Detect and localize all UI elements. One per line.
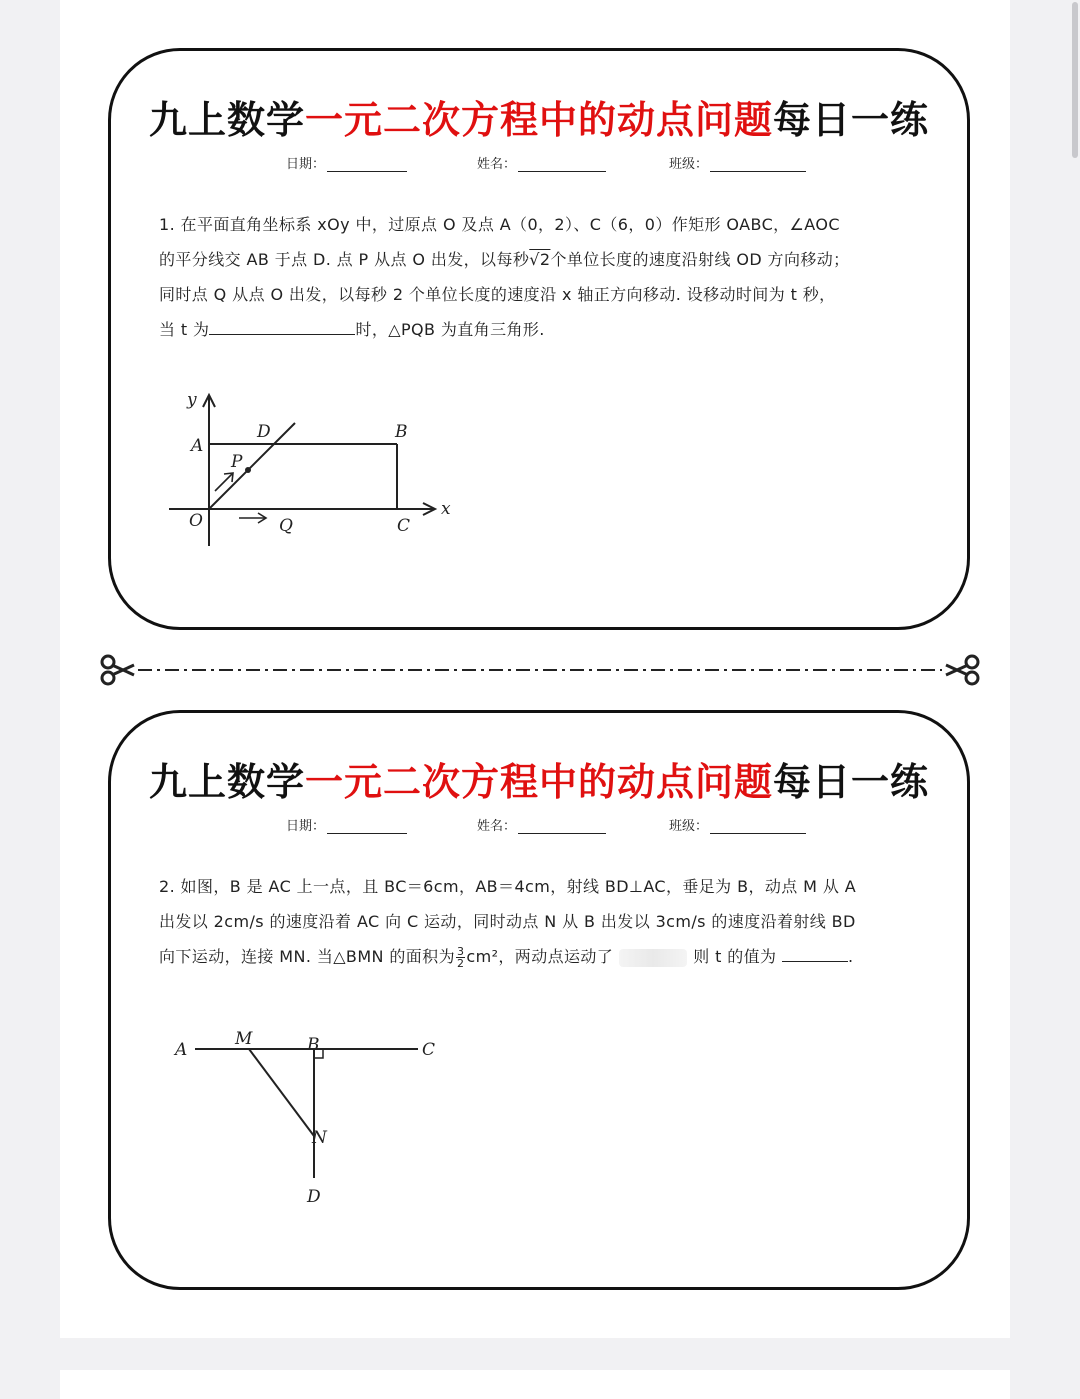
title-suffix: 每日一练 bbox=[773, 97, 930, 142]
label-b: B bbox=[307, 1035, 320, 1055]
q1-line-1: 1. 在平面直角坐标系 xOy 中，过原点 O 及点 A（0，2）、C（6，0）作矩形 OABC，∠AOC bbox=[159, 215, 840, 234]
area-unit: cm² bbox=[466, 947, 499, 966]
title-highlight: 一元二次方程中的动点问题 bbox=[304, 97, 773, 142]
label-o: O bbox=[189, 511, 203, 531]
q2-line-3-end: . bbox=[847, 947, 854, 966]
ray-od bbox=[209, 423, 295, 509]
label-c: C bbox=[422, 1040, 436, 1060]
answer-blank-1 bbox=[209, 318, 355, 335]
name-blank bbox=[518, 819, 606, 834]
exercise-card-2 bbox=[108, 710, 970, 1290]
date-label: 日期： bbox=[286, 157, 326, 172]
name-field bbox=[477, 153, 606, 172]
card-title bbox=[111, 89, 967, 144]
blurred-region bbox=[619, 949, 687, 967]
question-2-text bbox=[159, 869, 949, 974]
label-q: Q bbox=[279, 516, 293, 536]
q2-line-3 bbox=[159, 939, 949, 974]
q1-line-3: 同时点 Q 从点 O 出发，以每秒 2 个单位长度的速度沿 x 轴正方向移动. 设移动时间为 t 秒， bbox=[159, 285, 836, 304]
label-n: N bbox=[312, 1128, 327, 1148]
q2-line-3b: ，两动点运动了 bbox=[498, 947, 614, 966]
scrollbar-thumb[interactable] bbox=[1072, 2, 1078, 158]
title-highlight: 一元二次方程中的动点问题 bbox=[304, 759, 773, 804]
date-field bbox=[286, 153, 407, 172]
date-blank bbox=[327, 819, 407, 834]
answer-blank-2 bbox=[782, 945, 848, 962]
sqrt-two: √2 bbox=[529, 250, 551, 269]
next-page bbox=[60, 1370, 1010, 1399]
q2-line-3c: 则 t 的值为 bbox=[693, 947, 777, 966]
class-blank bbox=[710, 819, 806, 834]
date-label: 日期： bbox=[286, 819, 326, 834]
date-blank bbox=[327, 157, 407, 172]
title-prefix: 九上数学 bbox=[148, 97, 305, 142]
name-field bbox=[477, 815, 606, 834]
q1-line-4a: 当 t 为 bbox=[159, 320, 210, 339]
segment-mn bbox=[249, 1049, 314, 1136]
scissors-icon bbox=[946, 656, 978, 684]
name-blank bbox=[518, 157, 606, 172]
class-field bbox=[669, 815, 806, 834]
name-label: 姓名： bbox=[477, 157, 517, 172]
class-blank bbox=[710, 157, 806, 172]
q1-line-4b: 时，△PQB 为直角三角形. bbox=[355, 320, 545, 339]
name-label: 姓名： bbox=[477, 819, 517, 834]
cut-line-divider bbox=[96, 650, 984, 690]
card-title bbox=[111, 751, 967, 806]
label-m: M bbox=[235, 1029, 253, 1049]
label-p: P bbox=[231, 452, 243, 472]
class-label: 班级： bbox=[669, 819, 709, 834]
q2-line-2: 出发以 2cm/s 的速度沿着 AC 向 C 运动，同时动点 N 从 B 出发以 3cm/s 的速度沿着射线 BD bbox=[159, 912, 856, 931]
class-label: 班级： bbox=[669, 157, 709, 172]
class-field bbox=[669, 153, 806, 172]
scrollbar[interactable] bbox=[1070, 0, 1080, 160]
q1-line-2b: 个单位长度的速度沿射线 OD 方向移动； bbox=[550, 250, 850, 269]
title-suffix: 每日一练 bbox=[773, 759, 930, 804]
q1-line-4 bbox=[159, 312, 949, 347]
fraction-numerator: 3 bbox=[456, 945, 465, 958]
label-d: D bbox=[307, 1187, 321, 1207]
fraction-three-halves bbox=[456, 946, 465, 969]
label-b: B bbox=[395, 422, 408, 442]
label-a: A bbox=[191, 436, 204, 456]
q2-line-3a: 向下运动，连接 MN. 当△BMN 的面积为 bbox=[159, 947, 455, 966]
q1-diagram bbox=[159, 381, 479, 561]
label-a: A bbox=[175, 1040, 188, 1060]
label-x: x bbox=[441, 499, 451, 519]
title-prefix: 九上数学 bbox=[148, 759, 305, 804]
label-d: D bbox=[257, 422, 271, 442]
scissors-icon bbox=[102, 656, 134, 684]
exercise-card-1 bbox=[108, 48, 970, 630]
q2-line-1: 2. 如图，B 是 AC 上一点，且 BC＝6cm，AB＝4cm，射线 BD⊥AC，垂足为 B，动点 M 从 A bbox=[159, 877, 857, 896]
question-1-text bbox=[159, 207, 949, 347]
q1-line-2 bbox=[159, 242, 949, 277]
fraction-denominator: 2 bbox=[456, 957, 465, 970]
date-field bbox=[286, 815, 407, 834]
q2-diagram bbox=[163, 1018, 463, 1218]
point-p bbox=[245, 467, 251, 473]
label-y: y bbox=[187, 390, 197, 410]
label-c: C bbox=[397, 516, 411, 536]
q1-line-2a: 的平分线交 AB 于点 D. 点 P 从点 O 出发，以每秒 bbox=[159, 250, 530, 269]
